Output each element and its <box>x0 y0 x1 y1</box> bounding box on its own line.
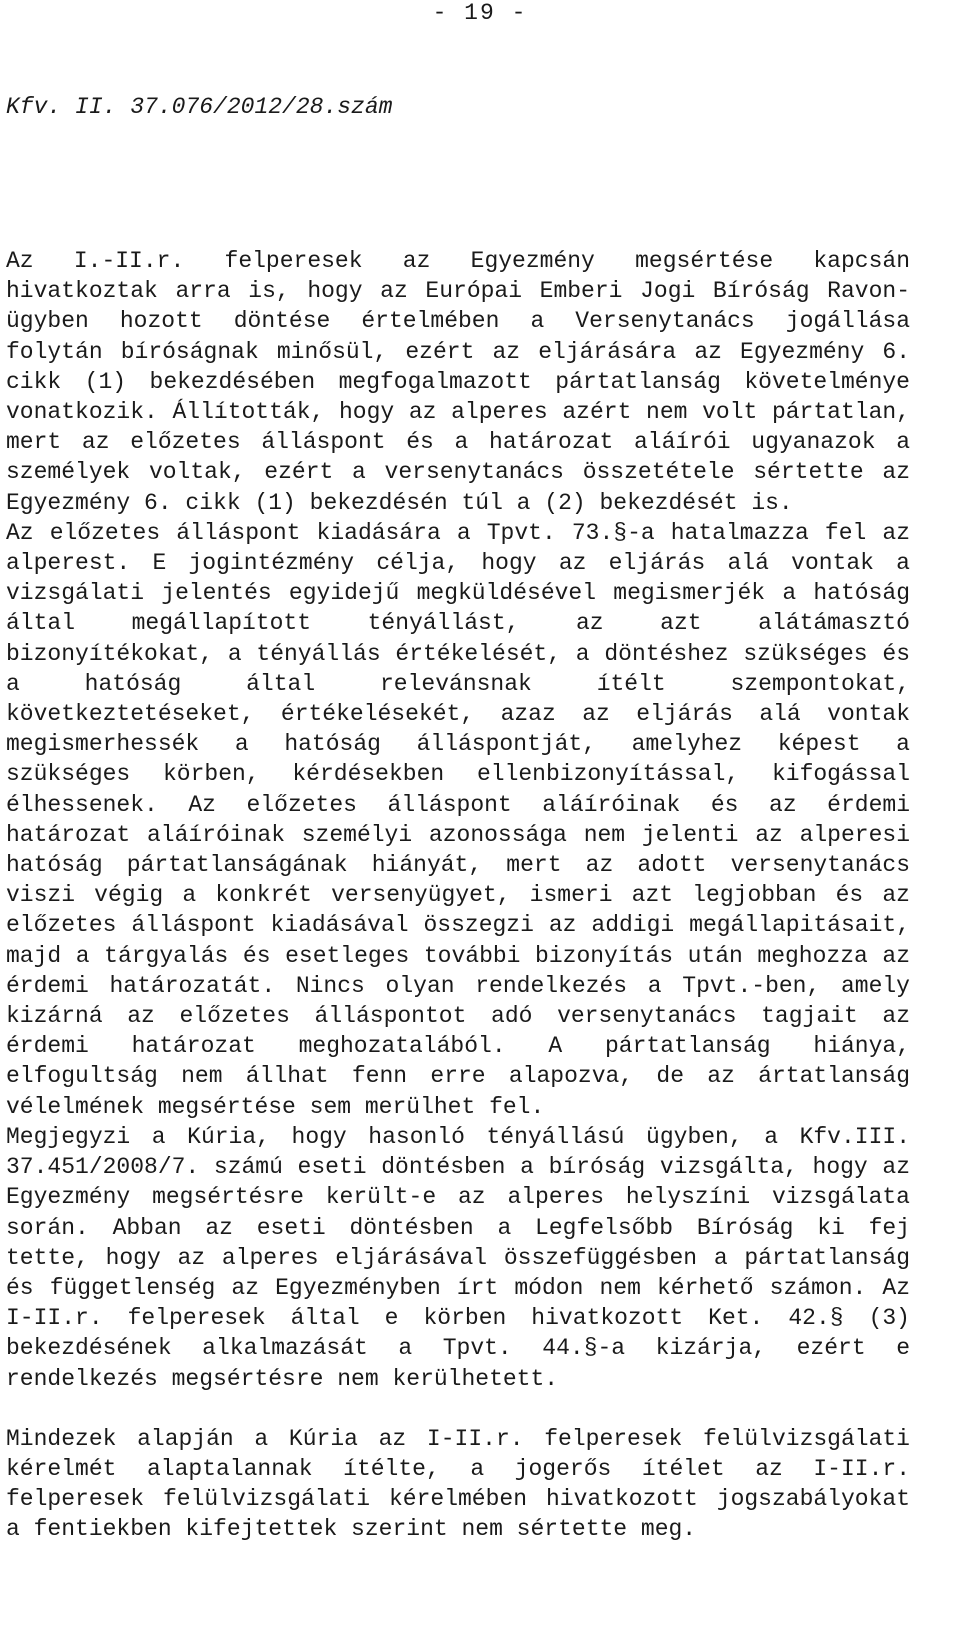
paragraph-text: Mindezek alapján a Kúria az I-II.r. felperesek felülvizsgálati kérelmét alaptalannak ítélte, a jogerős ítélet az I-II.r. felperesek felülvizsgálati kérelmében hivatkozott jogszabályokat a fentiekben kifejtettek szerint nem sértette meg. <box>6 1425 910 1543</box>
paragraph-text: E jogintézmény célja, hogy az eljárás alá vontak a vizsgálati jelentés egyidejű megküldésével megismerjék a hatóság által megállapított tényállást, az azt alátámasztó bizonyítékokat, a tényállás értékelését, a döntéshez szükséges és a hatóság által relevánsnak ítélt szempontokat, következtetéseket, értékelésekét, azaz az eljárás alá vontak megismerhessék a hatóság álláspontját, amelyhez képest a szükséges körben, kérdésekben ellenbizonyítással, kifogással élhessenek. Az előzetes álláspont aláíróinak és az érdemi határozat aláíróinak személyi azonossága nem jelenti az alperesi hatóság pártatlanságának hiányát, mert az adott versenytanács viszi végig a konkrét versenyügyet, ismeri azt legjobban és az előzetes álláspont kiadásával összegzi az addigi megállapitásait, majd a tárgyalás és esetleges további bizonyítás után meghozza az érdemi határozatát. Nincs olyan rendelkezés a Tpvt.-ben, amely kizárná az előzetes álláspontot adó versenytanács tagjait az érdemi határozat meghozatalából. A pártatlanság hiánya, elfogultság nem állhat fenn erre alapozva, de az ártatlanság vélelmének megsértése sem merülhet fel. <box>6 550 910 1120</box>
document-body <box>6 246 910 1545</box>
paragraph-text: Állították, hogy az alperes azért nem volt pártatlan, mert az előzetes álláspont és a határozat aláírói ugyanazok a személyek voltak, ezért a versenytanács összetétele sértette az Egyezmény 6. cikk (1) bekezdésén túl a (2) bekezdését is. <box>6 399 910 516</box>
body-paragraph <box>6 1424 910 1545</box>
case-number: Kfv. II. 37.076/2012/28.szám <box>6 94 393 120</box>
body-paragraph <box>6 246 910 518</box>
body-paragraph <box>6 518 910 1122</box>
paragraph-text: Az I.-II.r. felperesek az Egyezmény megsértése kapcsán hivatkoztak arra is, hogy az Európai Emberi Jogi Bíróság Ravon-ügyben hozott döntése értelmében a Versenytanács jogállása folytán bíróságnak minősül, ezért az eljárására az Egyezmény 6. cikk (1) bekezdésében megfogalmazott pártatlanság követelménye vonatkozik. <box>6 248 910 426</box>
page-number: - 19 - <box>432 0 528 26</box>
body-paragraph <box>6 1122 910 1394</box>
paragraph-text: Megjegyzi a Kúria, hogy hasonló tényállású ügyben, a Kfv.III. 37.451/2008/7. számú eseti döntésben a bíróság vizsgálta, hogy az Egyezmény megsértésre került-e az alperes helyszíni vizsgálata során. Abban az eseti döntésben a Legfelsőbb Bíróság ki fej tette, hogy az alperes eljárásával összefüggésben a pártatlanság és függetlenség az Egyezményben írt módon nem kérhető számon. Az I-II.r. felperesek által e körben hivatkozott Ket. 42.§ (3) bekezdésének alkalmazását a Tpvt. 44.§-a kizárja, ezért e rendelkezés megsértésre nem kerülhetett. <box>6 1123 910 1392</box>
paragraph-text: Az előzetes álláspont kiadására a Tpvt. 73.§-a hatalmazza fel az alperest. <box>6 519 910 577</box>
